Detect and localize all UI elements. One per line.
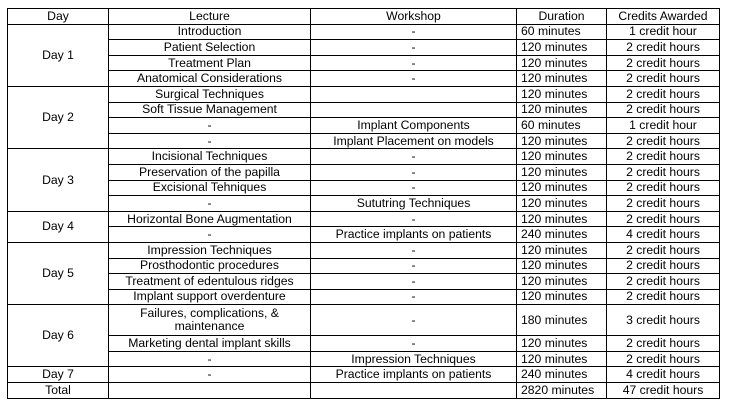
table-row: [8, 86, 720, 102]
duration-cell: 120 minutes: [517, 289, 607, 305]
lecture-cell: Anatomical Considerations: [109, 71, 311, 87]
duration-cell: 60 minutes: [517, 118, 607, 134]
workshop-cell: -: [311, 305, 517, 336]
schedule-body: [8, 24, 720, 382]
credits-cell: 1 credit hour: [607, 24, 720, 40]
table-row: [8, 149, 720, 165]
lecture-cell: Prosthodontic procedures: [109, 258, 311, 274]
workshop-cell: -: [311, 164, 517, 180]
lecture-cell: -: [109, 133, 311, 149]
table-row: [8, 336, 720, 352]
lecture-cell: Incisional Techniques: [109, 149, 311, 165]
total-label: Total: [8, 383, 109, 399]
credits-cell: 2 credit hours: [607, 40, 720, 56]
credits-cell: 2 credit hours: [607, 351, 720, 367]
table-row: [8, 164, 720, 180]
table-row: [8, 196, 720, 212]
credits-cell: 3 credit hours: [607, 305, 720, 336]
lecture-cell: -: [109, 351, 311, 367]
lecture-cell: -: [109, 367, 311, 383]
workshop-cell: Practice implants on patients: [311, 367, 517, 383]
workshop-cell: Sututring Techniques: [311, 196, 517, 212]
duration-cell: 120 minutes: [517, 242, 607, 258]
workshop-cell: [311, 102, 517, 118]
workshop-cell: -: [311, 336, 517, 352]
duration-cell: 120 minutes: [517, 86, 607, 102]
duration-cell: 120 minutes: [517, 274, 607, 290]
header-workshop: Workshop: [311, 9, 517, 25]
credits-cell: 2 credit hours: [607, 196, 720, 212]
credits-cell: 2 credit hours: [607, 180, 720, 196]
course-schedule-table: [7, 8, 720, 399]
duration-cell: 180 minutes: [517, 305, 607, 336]
credits-cell: 1 credit hour: [607, 118, 720, 134]
duration-cell: 120 minutes: [517, 180, 607, 196]
workshop-cell: -: [311, 258, 517, 274]
lecture-cell: Surgical Techniques: [109, 86, 311, 102]
workshop-cell: -: [311, 40, 517, 56]
table-row: [8, 289, 720, 305]
duration-cell: 240 minutes: [517, 227, 607, 243]
table-row: [8, 274, 720, 290]
lecture-cell: Patient Selection: [109, 40, 311, 56]
workshop-cell: Impression Techniques: [311, 351, 517, 367]
workshop-cell: -: [311, 149, 517, 165]
workshop-cell: -: [311, 289, 517, 305]
credits-cell: 2 credit hours: [607, 71, 720, 87]
credits-cell: 2 credit hours: [607, 102, 720, 118]
table-row: [8, 71, 720, 87]
duration-cell: 120 minutes: [517, 102, 607, 118]
duration-cell: 120 minutes: [517, 336, 607, 352]
workshop-cell: -: [311, 55, 517, 71]
header-row: [8, 9, 720, 25]
table-row: [8, 24, 720, 40]
table-row: [8, 258, 720, 274]
day-cell: Day 2: [8, 86, 109, 148]
lecture-cell: Preservation of the papilla: [109, 164, 311, 180]
credits-cell: 2 credit hours: [607, 274, 720, 290]
day-cell: Day 3: [8, 149, 109, 211]
credits-cell: 4 credit hours: [607, 367, 720, 383]
lecture-cell: -: [109, 227, 311, 243]
table-row: [8, 351, 720, 367]
table-row: [8, 227, 720, 243]
lecture-cell: Treatment Plan: [109, 55, 311, 71]
credits-cell: 2 credit hours: [607, 86, 720, 102]
duration-cell: 120 minutes: [517, 133, 607, 149]
duration-cell: 120 minutes: [517, 149, 607, 165]
lecture-cell: Horizontal Bone Augmentation: [109, 211, 311, 227]
header-lecture: Lecture: [109, 9, 311, 25]
table-row: [8, 133, 720, 149]
table-row: [8, 211, 720, 227]
day-cell: Day 7: [8, 367, 109, 383]
workshop-cell: Practice implants on patients: [311, 227, 517, 243]
lecture-cell: -: [109, 118, 311, 134]
lecture-cell: Treatment of edentulous ridges: [109, 274, 311, 290]
header-credits: Credits Awarded: [607, 9, 720, 25]
schedule-container: [7, 8, 720, 399]
header-duration: Duration: [517, 9, 607, 25]
workshop-cell: -: [311, 180, 517, 196]
credits-cell: 4 credit hours: [607, 227, 720, 243]
duration-cell: 120 minutes: [517, 40, 607, 56]
total-duration: 2820 minutes: [517, 383, 607, 399]
table-row: [8, 180, 720, 196]
lecture-cell: -: [109, 196, 311, 212]
credits-cell: 2 credit hours: [607, 164, 720, 180]
credits-cell: 2 credit hours: [607, 211, 720, 227]
workshop-cell: Implant Placement on models: [311, 133, 517, 149]
lecture-cell: Marketing dental implant skills: [109, 336, 311, 352]
header-day: Day: [8, 9, 109, 25]
credits-cell: 2 credit hours: [607, 149, 720, 165]
table-row: [8, 367, 720, 383]
duration-cell: 60 minutes: [517, 24, 607, 40]
duration-cell: 120 minutes: [517, 258, 607, 274]
workshop-cell: -: [311, 211, 517, 227]
credits-cell: 2 credit hours: [607, 258, 720, 274]
duration-cell: 120 minutes: [517, 164, 607, 180]
duration-cell: 120 minutes: [517, 351, 607, 367]
day-cell: Day 1: [8, 24, 109, 86]
lecture-cell: Introduction: [109, 24, 311, 40]
total-credits: 47 credit hours: [607, 383, 720, 399]
day-cell: Day 5: [8, 242, 109, 304]
lecture-cell: Failures, complications, & maintenance: [109, 305, 311, 336]
workshop-cell: -: [311, 242, 517, 258]
table-row: [8, 118, 720, 134]
table-row: [8, 305, 720, 336]
duration-cell: 120 minutes: [517, 71, 607, 87]
total-workshop: [311, 383, 517, 399]
credits-cell: 2 credit hours: [607, 289, 720, 305]
day-cell: Day 6: [8, 305, 109, 367]
lecture-cell: Excisional Tehniques: [109, 180, 311, 196]
table-row: [8, 102, 720, 118]
lecture-cell: Soft Tissue Management: [109, 102, 311, 118]
total-row: [8, 383, 720, 399]
credits-cell: 2 credit hours: [607, 242, 720, 258]
workshop-cell: -: [311, 274, 517, 290]
workshop-cell: -: [311, 71, 517, 87]
credits-cell: 2 credit hours: [607, 336, 720, 352]
duration-cell: 120 minutes: [517, 196, 607, 212]
table-row: [8, 55, 720, 71]
duration-cell: 240 minutes: [517, 367, 607, 383]
credits-cell: 2 credit hours: [607, 55, 720, 71]
credits-cell: 2 credit hours: [607, 133, 720, 149]
duration-cell: 120 minutes: [517, 211, 607, 227]
workshop-cell: -: [311, 24, 517, 40]
total-lecture: [109, 383, 311, 399]
workshop-cell: Implant Components: [311, 118, 517, 134]
table-row: [8, 40, 720, 56]
day-cell: Day 4: [8, 211, 109, 242]
workshop-cell: [311, 86, 517, 102]
duration-cell: 120 minutes: [517, 55, 607, 71]
table-row: [8, 242, 720, 258]
lecture-cell: Impression Techniques: [109, 242, 311, 258]
lecture-cell: Implant support overdenture: [109, 289, 311, 305]
